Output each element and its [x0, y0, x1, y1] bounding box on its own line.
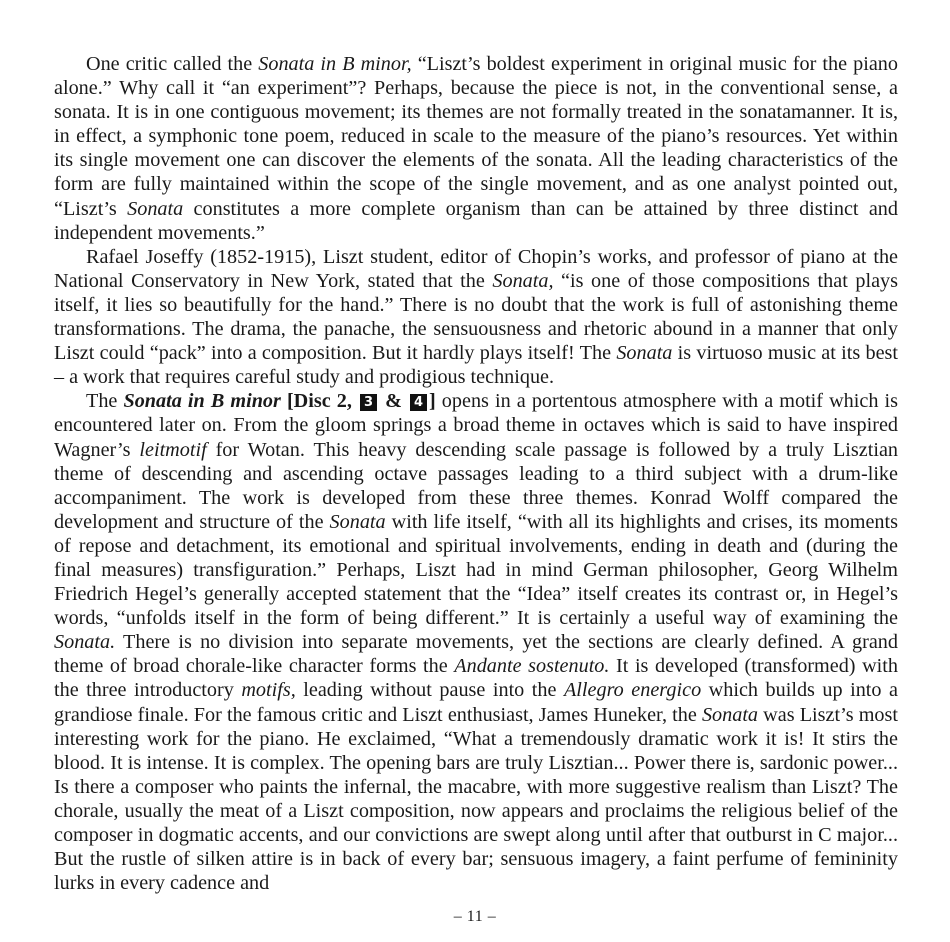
italic-text: Andante sostenuto. — [454, 655, 610, 678]
text-run: It is developed (transformed) with the three introductory — [54, 655, 898, 702]
text-run: with life itself, “with all its highlights and crises, its moments of repose and detachment, its emotional and spiritual involvements, ending in death and (during the final measures) transfiguration.” Perhaps, Liszt had in mind German philosopher, Georg Wilhelm Friedrich Hegel’s generally accepted statement that the “Idea” itself creates its contrast or, in Hegel’s words, “unfolds itself in the form of being different.” It is certainly a useful way of examining the — [54, 510, 898, 630]
italic-text: Sonata — [701, 703, 759, 726]
italic-text: Sonata, — [492, 269, 554, 292]
text-run: opens in a portentous atmosphere with a motif which is encountered later on. From the gloom springs a broad theme in octaves which is said to have inspired Wagner’s — [54, 390, 898, 461]
italic-text: motifs, — [241, 679, 296, 702]
italic-text: leitmotif — [139, 438, 207, 461]
text-run: One critic called the — [86, 53, 259, 75]
page-body — [54, 52, 898, 895]
text-run: constitutes a more complete organism than can be attained by three distinct and independent movements.” — [54, 197, 898, 244]
paragraph-joseffy — [54, 245, 898, 390]
paragraph-sonata-description — [54, 389, 898, 895]
bold-text: [Disc 2, — [280, 390, 358, 413]
bold-italic-text: Sonata in B minor — [123, 390, 281, 413]
italic-text: Allegro energico — [563, 679, 702, 702]
text-run: Rafael Joseffy (1852-1915), Liszt student, editor of Chopin’s works, and professor of piano at the National Conservatory in New York, stated that the — [54, 245, 898, 292]
paragraph-sonata-experiment — [54, 52, 898, 245]
italic-text: Sonata — [329, 510, 386, 533]
text-run: “Liszt’s boldest experiment in original music for the piano alone.” Why call it “an experiment”? Perhaps, because the piece is not, in the conventional sense, a sonata. It is in one contiguous movement; its themes are not formally treated in the sonatamanner. It is, in effect, a symphonic tone poem, reduced in scale to the measure of the piano’s resources. Yet within its single movement one can discover the elements of the sonata. All the leading characteristics of the form are fully maintained within the scope of the single movement, and as one analyst pointed out, “Liszt’s — [54, 53, 898, 220]
text-run: for Wotan. This heavy descending scale passage is followed by a truly Lisztian theme of descending and ascending octave passages leading to a third subject with a drum-like accompaniment. The work is developed from these three themes. Konrad Wolff compared the development and structure of the — [54, 438, 899, 533]
track-number-badge: 4 — [410, 394, 427, 411]
track-number-badge: 3 — [360, 394, 377, 411]
italic-text: Sonata — [127, 197, 184, 220]
italic-text: Sonata — [616, 342, 673, 365]
text-run: which builds up into a grandiose finale. For the famous critic and Liszt enthusiast, James Huneker, the — [54, 679, 898, 726]
text-run: There is no division into separate movements, yet the sections are clearly defined. A grand theme of broad chorale-like character forms the — [54, 631, 898, 678]
text-run: leading without pause into the — [295, 679, 564, 702]
text-run: “is one of those compositions that plays itself, it lies so beautifully for the hand.” There is no doubt that the work is full of astonishing theme transformations. The drama, the panache, the sensuousness and rhetoric abound in a manner that only Liszt could “pack” into a composition. But it hardly plays itself! The — [54, 269, 898, 365]
italic-text: Sonata. — [54, 631, 116, 654]
text-run: was Liszt’s most interesting work for the piano. He exclaimed, “What a tremendously dramatic work it is! It stirs the blood. It is intense. It is complex. The opening bars are truly Lisztian... Power there is, sardonic power... Is there a composer who paints the infernal, the macabre, with more suggestive realism than Liszt? The chorale, usually the meat of a Liszt composition, now appears and proclaims the religious belief of the composer in dogmatic accents, and our convictions are swept along until after that outburst in C major... But the rustle of silken attire is in back of every bar; sensuous imagery, a faint perfume of femininity lurks in every cadence and — [54, 703, 898, 895]
text-run: The — [86, 390, 124, 413]
bold-text: & — [379, 390, 408, 413]
work-title — [123, 390, 280, 412]
italic-text: Sonata in B minor, — [258, 53, 412, 75]
page-number: – 11 – — [453, 908, 497, 925]
bold-text: ] — [428, 390, 436, 413]
text-run: is virtuoso music at its best – a work that requires careful study and prodigious technique. — [54, 342, 898, 389]
